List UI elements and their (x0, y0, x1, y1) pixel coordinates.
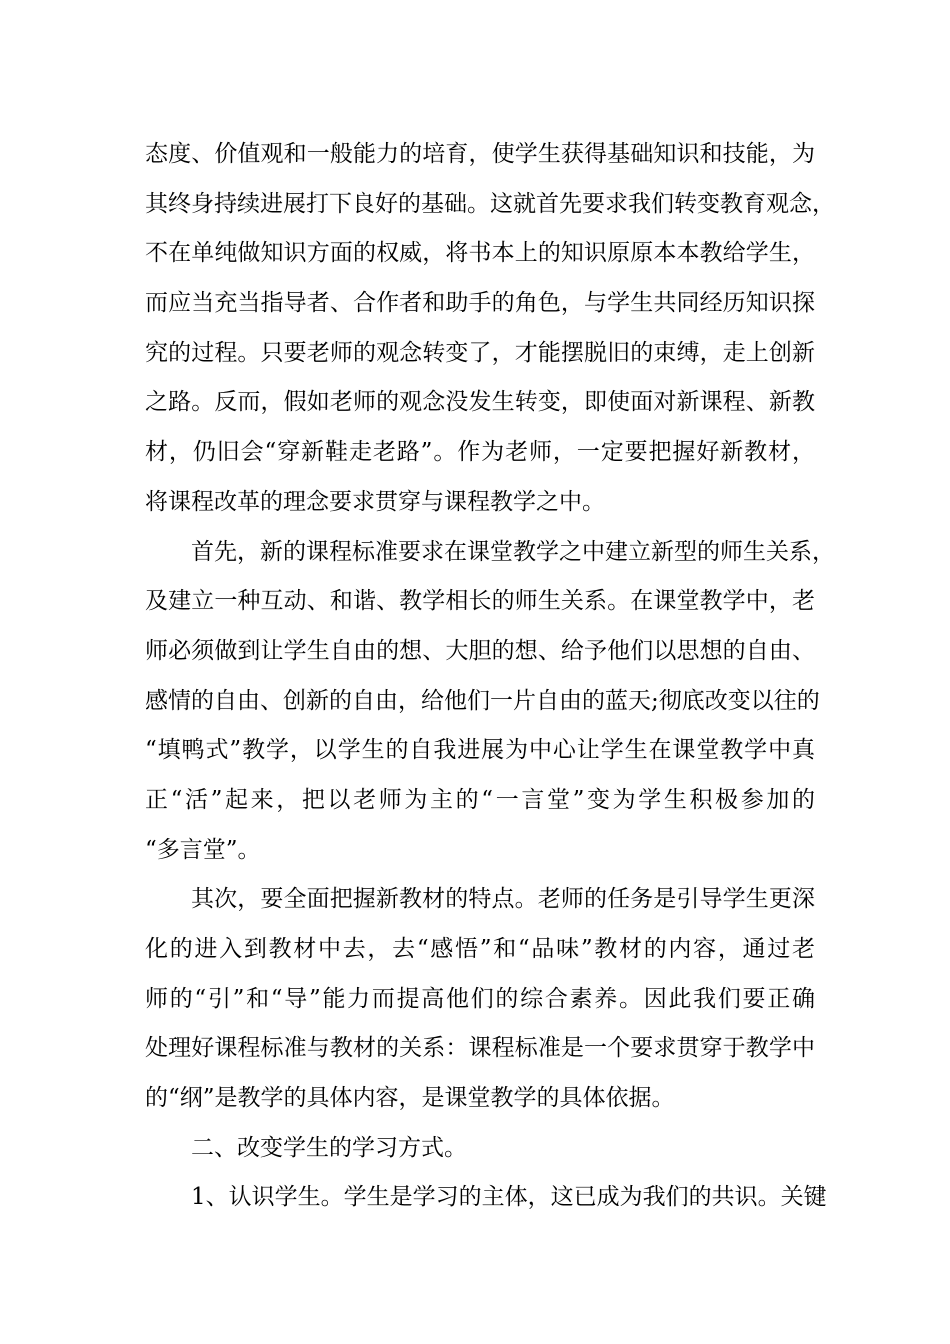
document-body (145, 130, 835, 1223)
text-line: 1、认识学生。学生是学习的主体，这已成为我们的共识。关键 (191, 1184, 827, 1211)
text-line: 化的进入到教材中去，去“感悟”和“品味”教材的内容，通过老 (145, 936, 815, 962)
text-line: 材，仍旧会“穿新鞋走老路”。作为老师，一定要把握好新教材， (145, 439, 815, 466)
section-heading: 二、改变学生的学习方式。 (191, 1134, 467, 1161)
text-line: 将课程改革的理念要求贯穿与课程教学之中。 (145, 488, 605, 515)
text-line: “多言堂”。 (145, 836, 261, 863)
text-line: 及建立一种互动、和谐、教学相长的师生关系。在课堂教学中，老 (145, 588, 815, 615)
text-line: 正“活”起来，把以老师为主的“一言堂”变为学生积极参加的 (145, 786, 815, 813)
text-line: “填鸭式”教学，以学生的自我进展为中心让学生在课堂教学中真 (145, 737, 815, 764)
text-line: 其次，要全面把握新教材的特点。老师的任务是引导学生更深 (191, 886, 815, 913)
text-line: 的“纲”是教学的具体内容，是课堂教学的具体依据。 (145, 1085, 675, 1112)
text-line: 究的过程。只要老师的观念转变了，才能摆脱旧的束缚，走上创新 (145, 339, 815, 366)
text-line: 态度、价值观和一般能力的培育，使学生获得基础知识和技能，为 (145, 141, 815, 167)
text-line: 感情的自由、创新的自由，给他们一片自由的蓝天;彻底改变以往的 (145, 687, 820, 714)
text-line: 而应当充当指导者、合作者和助手的角色，与学生共同经历知识探 (145, 290, 815, 317)
text-line: 师的“引”和“导”能力而提高他们的综合素养。因此我们要正确 (145, 985, 815, 1012)
text-line: 不在单纯做知识方面的权威，将书本上的知识原原本本教给学生， (145, 240, 815, 267)
text-line: 师必须做到让学生自由的想、大胆的想、给予他们以思想的自由、 (145, 637, 815, 664)
text-line: 首先，新的课程标准要求在课堂教学之中建立新型的师生关系， (191, 538, 835, 565)
text-line: 处理好课程标准与教材的关系：课程标准是一个要求贯穿于教学中 (145, 1035, 815, 1062)
text-line: 其终身持续进展打下良好的基础。这就首先要求我们转变教育观念， (145, 190, 835, 217)
text-line: 之路。反而，假如老师的观念没发生转变，即使面对新课程、新教 (145, 389, 815, 416)
